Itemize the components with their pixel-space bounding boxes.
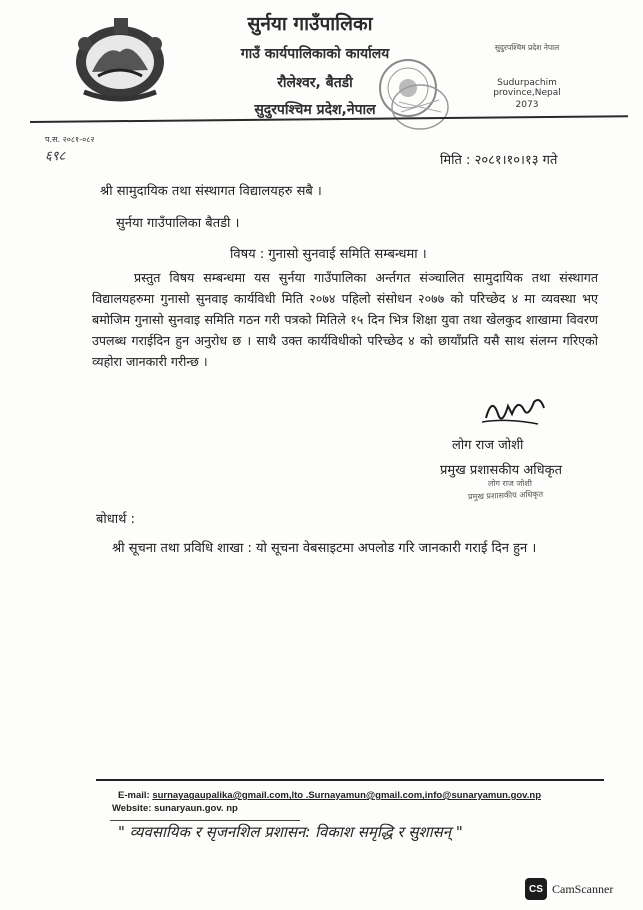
signatory-name: लोग राज जोशी xyxy=(452,438,524,453)
footer-email xyxy=(118,790,541,801)
signatory-title: प्रमुख प्रशासकीय अधिकृत xyxy=(440,463,563,478)
addressee-location: सुर्नया गाउँपालिका बैतडी । xyxy=(116,216,240,231)
municipality-name: सुर्नया गाउँपालिका xyxy=(247,13,373,35)
website-label: Website: xyxy=(112,803,155,814)
email-label: E-mail: xyxy=(118,790,153,801)
stamp-signatory-title: प्रमुख प्रशासकीय अधिकृत xyxy=(467,489,544,502)
stamp-signatory-name: लोग राज जोशी xyxy=(488,479,532,488)
handwritten-signature xyxy=(478,388,558,432)
addressee: श्री सामुदायिक तथा संस्थागत विद्यालयहरु सबै । xyxy=(100,184,322,199)
cc-text: श्री सूचना तथा प्रविधि शाखा : यो सूचना वेबसाइटमा अपलोड गरि जानकारी गराई दिन हुन । xyxy=(112,541,537,556)
cc-label: बोधार्थ : xyxy=(96,512,135,527)
camscanner-icon: CS xyxy=(525,878,547,900)
camscanner-watermark xyxy=(525,877,613,901)
email-links[interactable]: surnayagaupalika@gmail.com,lto .Surnayamun@gmail.com,info@sunaryamun.gov.np xyxy=(152,790,542,801)
footer-website xyxy=(112,803,238,814)
fiscal-year: प.स. २०८१-०८२ xyxy=(45,135,95,144)
province-name: सुदुरपश्चिम प्रदेश,नेपाल xyxy=(254,102,376,118)
reference-number: ६९८ xyxy=(45,149,66,164)
letter-body: प्रस्तुत विषय सम्बन्धमा यस सुर्नया गाउँपालिका अर्न्तगत संञ्चालित सामुदायिक तथा संस्थागत विद्यालयहरुमा गुनासो सुनवाइ कार्यविधी मिति २०७४ पहिलो संसोधन २०७७ को परिच्छेद ४ मा व्यवस्था भए बमोजिम गुनासो सुनवाइ समिति गठन गरी पत्रको मितिले १५ दिन भित्र शिक्षा युवा तथा खेलकुद शाखामा विवरण उपलब्ध गराईदिन हुन अनुरोध छ । साथै उक्त कार्यविधीको परिच्छेद ४ को छायाँप्रति यसै साथ संलग्न गरिएको व्यहोरा जानकारी गरीन्छ । xyxy=(92,270,598,369)
nepal-emblem-logo xyxy=(70,14,170,102)
right-province-small: सुदुरपश्चिम प्रदेश नेपाल xyxy=(494,43,560,52)
footer-motto: " व्यवसायिक र सृजनशिल प्रशासन: विकाश समृद्धि र सुशासन् " xyxy=(118,823,463,841)
establishment-year: 2073 xyxy=(515,100,539,110)
footer-underline xyxy=(110,820,300,821)
camscanner-label: CamScanner xyxy=(552,881,614,896)
letter-subject: विषय : गुनासो सुनवाई समिति सम्बन्धमा । xyxy=(230,247,427,262)
round-stamp-icon xyxy=(389,82,451,132)
letter-date: मिति : २०८१।१०।१३ गते xyxy=(440,153,558,168)
footer-divider xyxy=(96,779,604,781)
right-province-english: Sudurpachim province,Nepal xyxy=(493,78,561,98)
office-address: रौलेश्वर, बैतडी xyxy=(277,75,353,91)
website-link[interactable]: sunaryaun.gov. np xyxy=(154,803,238,814)
office-name: गाउँ कार्यपालिकाको कार्यालय xyxy=(240,46,390,62)
